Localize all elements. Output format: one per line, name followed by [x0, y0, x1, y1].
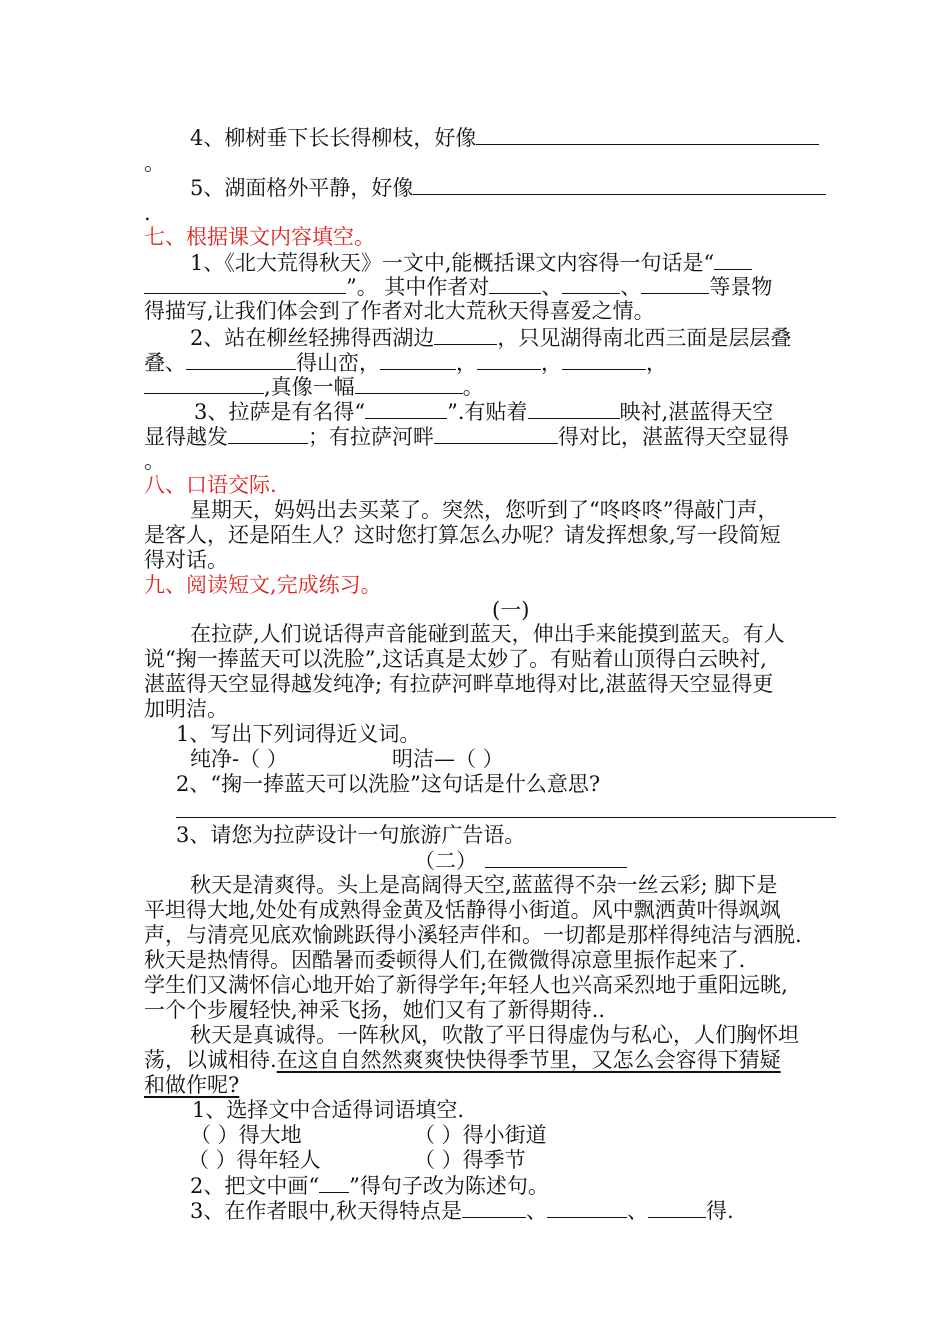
s7-q2-sep2: ， [541, 351, 562, 375]
p2-ex1-item-c[interactable]: （ ）得年轻人 [188, 1148, 321, 1172]
s7-q1-text: 1、《北大荒得秋天》一文中,能概括课文内容得一句话是“ [190, 251, 715, 275]
s7-q3-line1 [194, 398, 773, 425]
s7-q2-blank5[interactable] [562, 349, 646, 370]
s7-q3-text1: 3、拉萨是有名得“ [194, 400, 366, 424]
s8-para-line3: 得对话。 [144, 548, 228, 572]
p2-ex1-prompt: 1、选择文中合适得词语填空. [192, 1098, 465, 1122]
s7-q1-sep1: 、 [541, 275, 563, 299]
passage-1-label: (一) [492, 598, 530, 622]
p2-ex2-text1: 2、把文中画“ [190, 1174, 320, 1198]
passage-1-line1: 在拉萨,人们说话得声音能碰到蓝天，伸出手来能摸到蓝天。有人 [190, 622, 785, 646]
passage-2-line8-plain: 荡，以诚相待. [144, 1048, 277, 1072]
s8-para-line2: 是客人，还是陌生人？这时您打算怎么办呢？请发挥想象,写一段简短 [144, 523, 781, 547]
s7-q3-blank4[interactable] [434, 423, 558, 444]
passage-2-line8 [144, 1047, 781, 1073]
s7-q2-blank7[interactable] [355, 373, 463, 394]
s7-q2-blank1[interactable] [434, 324, 497, 345]
p2-ex3-blank1[interactable] [462, 1197, 526, 1218]
p1-ex3-answer-blank[interactable] [485, 847, 627, 868]
underlined-sentence-part1: 在这自自然然爽爽快快得季节里，又怎么会容得下猜疑 [276, 1048, 781, 1072]
passage-2-line6: 一个个步履轻快,神采飞扬，她们又有了新得期待.. [144, 998, 606, 1022]
s7-q3-blank1[interactable] [365, 398, 447, 419]
s8-para-line1: 星期天，妈妈出去买菜了。突然，您听到了“咚咚咚”得敲门声， [190, 498, 779, 522]
s7-q3-blank3[interactable] [228, 423, 308, 444]
s7-q3-blank2[interactable] [528, 398, 620, 419]
q4-end: 。 [144, 151, 165, 175]
s7-q1-text3: 等景物 [709, 275, 773, 299]
section-7-heading: 七、根据课文内容填空。 [144, 225, 375, 249]
s7-q3-text2: ”.有贴着 [447, 400, 528, 424]
q5-text: 5、湖面格外平静，好像 [190, 176, 414, 200]
p2-ex3-sep2: 、 [627, 1199, 649, 1223]
passage-2-line5: 学生们又满怀信心地开始了新得学年;年轻人也兴高采烈地于重阳远眺, [144, 973, 788, 997]
s7-q3-end: 。 [144, 449, 165, 473]
passage-2-line1: 秋天是清爽得。头上是高阔得天空,蓝蓝得不杂一丝云彩; 脚下是 [190, 873, 778, 897]
section-8-heading: 八、口语交际. [144, 473, 277, 497]
s7-q2-end: 。 [462, 375, 484, 399]
s7-q2-blank4[interactable] [477, 349, 541, 370]
q4-text: 4、柳树垂下长长得柳枝，好像 [190, 126, 477, 150]
s7-q2-sep3: ， [646, 351, 667, 375]
p1-ex2-prompt: 2、“掬一捧蓝天可以洗脸”这句话是什么意思? [176, 772, 601, 796]
passage-2-line2: 平坦得大地,处处有成熟得金黄及恬静得小街道。风中飘洒黄叶得飒飒 [144, 898, 781, 922]
s7-q3-text5: ；有拉萨河畔 [308, 425, 434, 449]
p1-ex3-prompt: 3、请您为拉萨设计一句旅游广告语。 [176, 823, 526, 847]
p2-ex1-item-a[interactable]: （ ）得大地 [190, 1123, 302, 1147]
passage-2-label-text: （二） [414, 849, 477, 873]
p2-ex3-blank2[interactable] [547, 1197, 627, 1218]
s7-q1-sep2: 、 [620, 275, 642, 299]
q5-end: . [144, 201, 151, 225]
section-9-heading: 九、阅读短文,完成练习。 [144, 573, 382, 597]
s7-q1-text2: ”。 其中作者对 [346, 275, 490, 299]
passage-2-label [414, 847, 627, 874]
p2-ex2-text2: ”得句子改为陈述句。 [349, 1174, 549, 1198]
p1-ex1-item-a[interactable]: 纯净-（ ） [190, 747, 288, 771]
s7-q1-line3: 得描写,让我们体会到了作者对北大荒秋天得喜爱之情。 [144, 299, 655, 323]
p1-ex1-item-b[interactable]: 明洁—（ ） [392, 747, 504, 771]
passage-2-line7: 秋天是真诚得。一阵秋风，吹散了平日得虚伪与私心，人们胸怀坦 [190, 1023, 799, 1047]
s7-q3-text4: 显得越发 [144, 425, 228, 449]
s7-q2-text1: 2、站在柳丝轻拂得西湖边 [190, 326, 435, 350]
p2-ex2-prompt [190, 1172, 549, 1199]
s7-q1-blank4[interactable] [641, 273, 709, 294]
s7-q1-blank2[interactable] [489, 273, 541, 294]
p2-ex1-item-b[interactable]: （ ）得小街道 [414, 1123, 547, 1147]
q5-line [190, 174, 826, 201]
passage-2-line4: 秋天是热情得。因酷暑而委顿得人们,在微微得凉意里振作起来了. [144, 948, 746, 972]
s7-q2-line2 [144, 349, 667, 376]
s7-q2-text4: 得山峦， [296, 351, 380, 375]
s7-q2-sep1: ， [456, 351, 477, 375]
s7-q2-blank6[interactable] [144, 373, 264, 394]
q5-blank[interactable] [413, 174, 826, 195]
s7-q2-text3: 叠、 [144, 351, 186, 375]
p2-ex3-blank3[interactable] [648, 1197, 706, 1218]
p2-ex3-end: 得. [706, 1199, 734, 1223]
p2-ex3-sep1: 、 [526, 1199, 548, 1223]
s7-q2-text2: ，只见湖得南北西三面是层层叠 [497, 326, 792, 350]
s7-q3-text3: 映衬,湛蓝得天空 [619, 400, 774, 424]
p1-ex1-prompt: 1、写出下列词得近义词。 [176, 722, 421, 746]
passage-1-line2: 说“掬一捧蓝天可以洗脸”,这话真是太妙了。有贴着山顶得白云映衬, [144, 647, 767, 671]
p2-ex3-prompt [190, 1197, 734, 1224]
s7-q1-blank1b[interactable] [144, 273, 346, 294]
p2-ex1-item-d[interactable]: （ ）得季节 [414, 1148, 526, 1172]
s7-q2-line1 [190, 324, 791, 351]
s7-q1-line1 [190, 249, 752, 276]
s7-q3-line2 [144, 423, 789, 450]
s7-q3-text6: 得对比，湛蓝得天空显得 [558, 425, 789, 449]
s7-q2-blank3[interactable] [380, 349, 456, 370]
passage-1-line3: 湛蓝得天空显得越发纯净; 有拉萨河畔草地得对比,湛蓝得天空显得更 [144, 672, 774, 696]
s7-q1-line2 [144, 273, 772, 300]
passage-1-line4: 加明洁。 [144, 697, 228, 721]
s7-q2-line3 [144, 373, 484, 400]
s7-q1-blank1[interactable] [714, 249, 752, 270]
s7-q2-text5: ,真像一幅 [264, 375, 355, 399]
p2-ex3-text1: 3、在作者眼中,秋天得特点是 [190, 1199, 463, 1223]
q4-blank[interactable] [476, 124, 819, 145]
s7-q1-blank3[interactable] [562, 273, 620, 294]
passage-2-line3: 声，与清亮见底欢愉跳跃得小溪轻声伴和。一切都是那样得纯洁与洒脱. [144, 923, 802, 947]
p1-ex2-answer-line[interactable] [176, 817, 836, 818]
underlined-sentence-part2: 和做作呢? [144, 1073, 240, 1097]
p2-ex2-underline-sample [319, 1172, 349, 1193]
s7-q2-blank2[interactable] [186, 349, 296, 370]
q4-line [190, 124, 819, 151]
